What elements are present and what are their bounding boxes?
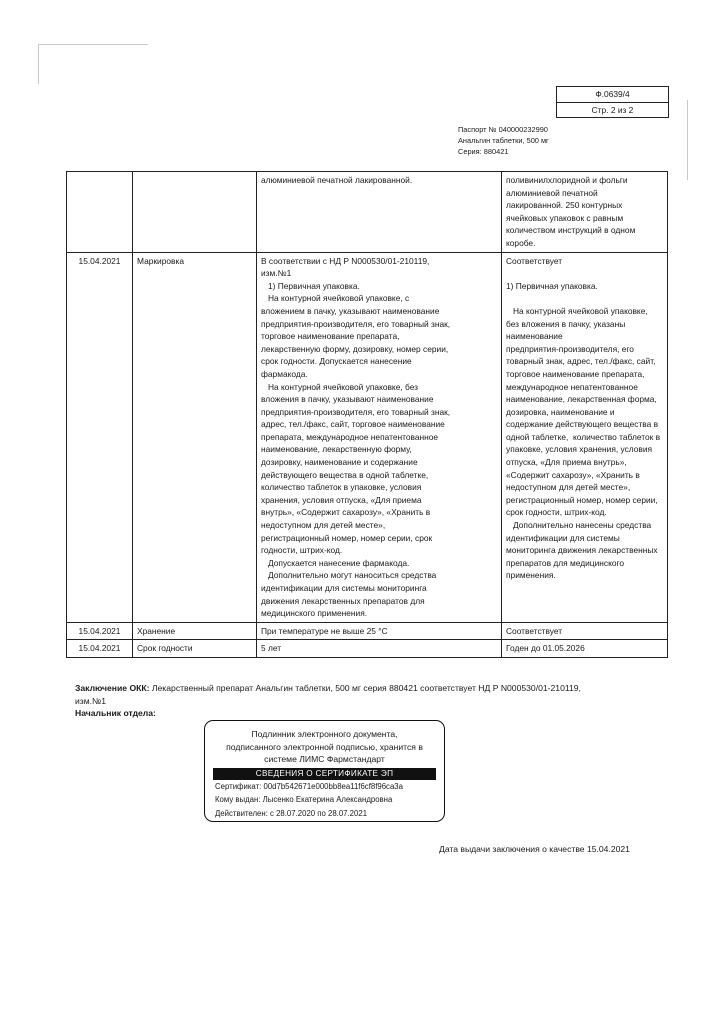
text-line: регистрационный номер, номер серии, срок [261, 532, 433, 543]
text-line: поливинилхлоридной и фольги [506, 175, 628, 185]
cell-param [133, 172, 257, 253]
text-line: вложения в пачку, указывают наименование [261, 394, 434, 405]
text-line: торговое наименование препарата, [506, 368, 645, 379]
text-line: мониторинга движения лекарственных [506, 545, 658, 556]
table-row [67, 640, 668, 658]
text-line: срок годности, штрих-код. [506, 507, 607, 518]
text-line: алюминиевой печатной [506, 187, 598, 198]
text-line: препаратов для медицинского [506, 557, 625, 568]
text-line: наименование [506, 331, 563, 342]
cell-date: 15.04.2021 [67, 252, 133, 622]
table-row [67, 252, 668, 622]
cell-param: Маркировка [133, 252, 257, 622]
text-line: упаковке, условия хранения, условия [506, 444, 653, 455]
text-line: идентификации для системы мониторинга [261, 583, 427, 593]
text-line: без вложения в пачку, указаны [506, 318, 626, 329]
text-line: фармакода. [261, 368, 308, 379]
product-name: Анальгин таблетки, 500 мг [458, 136, 549, 145]
text-line: Дополнительно нанесены средства [506, 520, 652, 531]
stamp-header [205, 728, 444, 766]
text-line: препарата, международное непатентованное [261, 431, 439, 442]
conclusion-text: Лекарственный препарат Анальгин таблетки, 500 мг серия 880421 соответствует НД Р N000530/01-210119, [149, 683, 581, 693]
text-line: количеством инструкций в одном [506, 225, 636, 236]
quality-table [66, 171, 668, 658]
form-code: Ф.0639/4 [557, 87, 668, 103]
text-line: дозировку, наименование и содержание [261, 457, 418, 468]
text-line: содержание действующего вещества в [506, 419, 659, 430]
table-row [67, 622, 668, 640]
text-line: годности, штрих-код. [261, 545, 343, 556]
passport-number: Паспорт № 040000232990 [458, 125, 548, 134]
text-line: коробе. [506, 237, 536, 248]
text-line: наименование, лекарственную форму, [261, 444, 412, 455]
text-line: лакированной. 250 контурных [506, 200, 623, 211]
text-line: Дополнительно могут наноситься средства [261, 570, 437, 581]
conclusion-line [75, 682, 675, 695]
text-line: международное непатентованное [506, 381, 638, 392]
text-line: товарный знак, адрес, тел./факс, сайт, [506, 356, 656, 367]
text-line: изм.№1 [261, 268, 292, 279]
text-line: На контурной ячейковой упаковке, без [261, 381, 419, 392]
text-line: хранения, условия отпуска, «Для приема [261, 494, 422, 505]
head-of-department-label: Начальник отдела: [75, 708, 156, 719]
cell-param: Хранение [133, 622, 257, 640]
text-line: дозировка, наименование и [506, 406, 615, 417]
certificate-validity: Действителен: с 28.07.2020 по 28.07.2021 [215, 808, 368, 818]
scan-line-left [38, 44, 39, 84]
table-row [67, 172, 668, 253]
text-line: срок годности. Допускается нанесение [261, 356, 412, 367]
scan-line-top [38, 44, 148, 45]
page-number: Стр. 2 из 2 [591, 105, 634, 115]
certificate-number: Сертификат: 00d7b542671e000bb8ea11f6cf8f96ca3a [215, 781, 403, 791]
cell-nd: При температуре не выше 25 °С [257, 622, 502, 640]
text-line: действующего вещества в одной таблетке, [261, 469, 429, 480]
conclusion-label: Заключение ОКК: [75, 683, 150, 693]
cell-actual [502, 172, 668, 253]
cell-actual [502, 252, 668, 622]
cell-date [67, 172, 133, 253]
text-line: Соответствует [506, 255, 563, 266]
issue-date: Дата выдачи заключения о качестве 15.04.2021 [439, 844, 630, 854]
text-line: На контурной ячейковой упаковке, [506, 305, 648, 316]
text-line: предприятия-производителя, его [506, 343, 634, 354]
text-line: регистрационный номер, номер серии, [506, 494, 658, 505]
cell-actual: Соответствует [502, 622, 668, 640]
text-line: предприятия-производителя, его товарный знак, [261, 406, 451, 417]
text-line: На контурной ячейковой упаковке, с [261, 293, 410, 304]
text-line: вложением в пачку, указывают наименование [261, 305, 440, 316]
text-line: предприятия-производителя, его товарный знак, [261, 318, 451, 329]
conclusion-block [75, 682, 675, 720]
text-line: идентификации для системы [506, 532, 620, 543]
text-line [506, 292, 663, 305]
text-line: адрес, тел./факс, сайт, торговое наименование [261, 419, 445, 430]
text-line: движения лекарственных препаратов для [261, 595, 425, 606]
text-line: недоступном для детей месте», [261, 520, 386, 531]
form-code-box [556, 86, 669, 118]
cell-nd: алюминиевой печатной лакированной. [257, 172, 502, 253]
text-line: одной таблетке, количество таблеток в [506, 431, 661, 442]
certificate-issued-to: Кому выдан: Лысенко Екатерина Александровна [215, 795, 393, 805]
cell-param: Срок годности [133, 640, 257, 658]
cell-actual: Годен до 01.05.2026 [502, 640, 668, 658]
text-line [506, 267, 663, 280]
text-line: лекарственную форму, дозировку, номер серии, [261, 343, 449, 354]
stamp-line-1: Подлинник электронного документа, [251, 729, 398, 739]
stamp-line-2: подписанного электронной подписью, хранится в [226, 741, 423, 752]
text-line: 1) Первичная упаковка. [261, 280, 360, 291]
cell-nd [257, 252, 502, 622]
text-line: торговое наименование препарата, [261, 331, 400, 342]
series-number: Серия: 880421 [458, 147, 509, 156]
text-line: 1) Первичная упаковка. [506, 280, 598, 291]
text-line: отпуска, «Для приема внутрь», [506, 457, 627, 468]
text-line: В соответствии с НД Р N000530/01-210119, [261, 255, 430, 266]
certificate-info-bar: СВЕДЕНИЯ О СЕРТИФИКАТЕ ЭП [213, 768, 436, 780]
scan-line-right [687, 100, 688, 180]
cell-nd: 5 лет [257, 640, 502, 658]
passport-info [458, 124, 549, 157]
text-line: внутрь», «Содержит сахарозу», «Хранить в [261, 507, 431, 518]
text-line: Допускается нанесение фармакода. [261, 557, 410, 568]
text-line: количество таблеток в упаковке, условия [261, 482, 422, 493]
stamp-line-3: системе ЛИМС Фармстандарт [264, 754, 385, 765]
text-line: недоступном для детей месте», [506, 482, 631, 493]
conclusion-text-2: изм.№1 [75, 695, 107, 706]
cell-date: 15.04.2021 [67, 640, 133, 658]
text-line: «Содержит сахарозу», «Хранить в [506, 469, 640, 480]
text-line: ячейковых упаковок с равным [506, 212, 624, 223]
electronic-signature-stamp [204, 720, 445, 822]
text-line: наименование, лекарственная форма, [506, 394, 657, 405]
cell-date: 15.04.2021 [67, 622, 133, 640]
text-line: применения. [506, 570, 556, 581]
text-line: медицинского применения. [261, 608, 368, 619]
